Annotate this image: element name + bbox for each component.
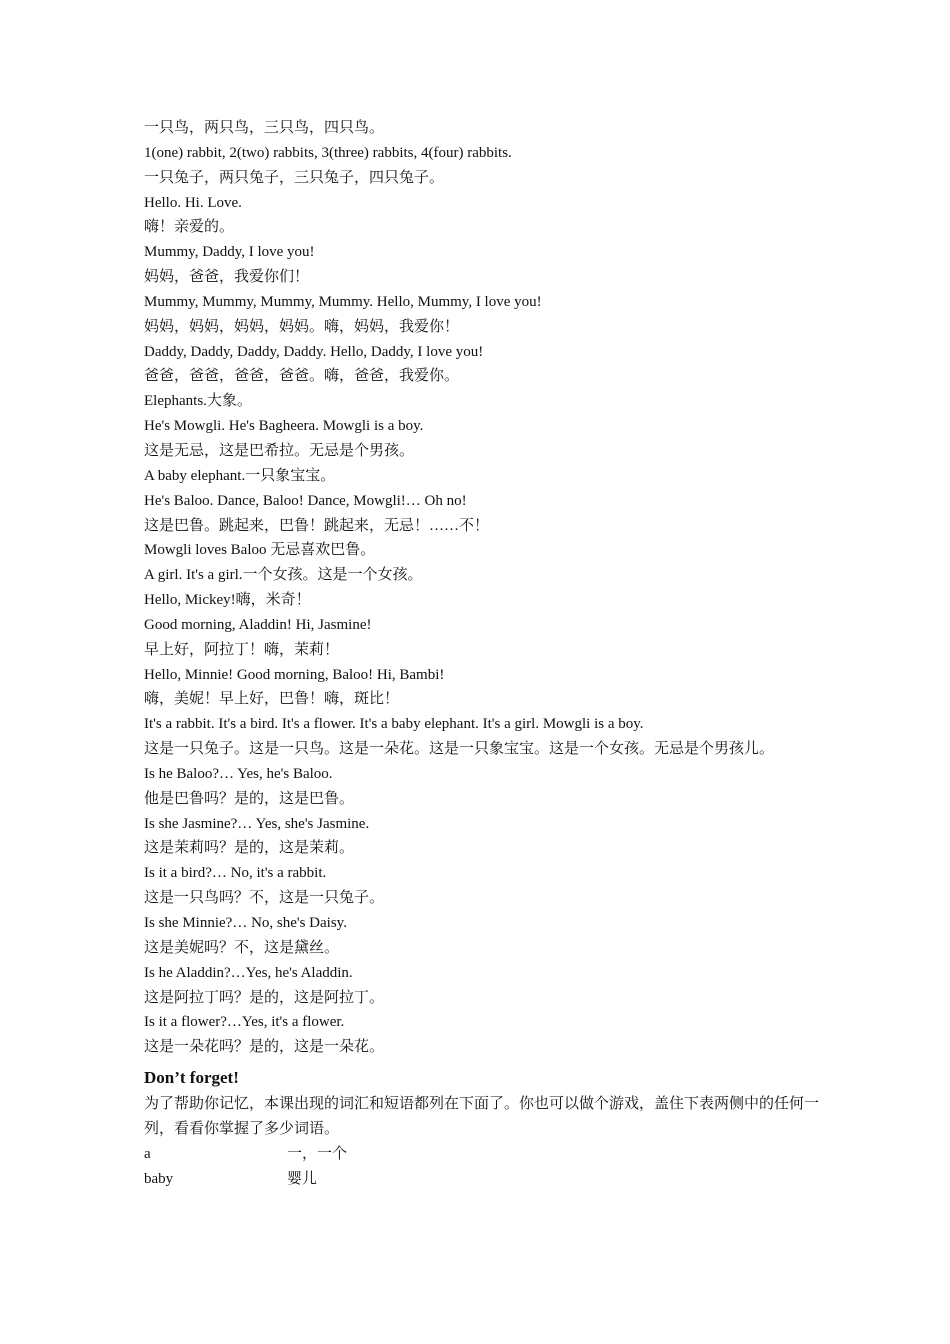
text-line: Is it a bird?… No, it's a rabbit. bbox=[144, 865, 327, 882]
text-line: Hello. Hi. Love. bbox=[144, 194, 242, 211]
vocab-list bbox=[144, 1142, 824, 1192]
text-line: Daddy, Daddy, Daddy, Daddy. Hello, Daddy, I love you! bbox=[144, 343, 484, 360]
text-line: 这是无忌，这是巴希拉。无忌是个男孩。 bbox=[144, 442, 415, 459]
text-line: Hello, Minnie! Good morning, Baloo! Hi, Bambi! bbox=[144, 666, 445, 683]
text-line: 一只兔子，两只兔子，三只兔子，四只兔子。 bbox=[144, 169, 445, 186]
text-line: 早上好，阿拉丁！嗨，茉莉！ bbox=[144, 641, 340, 658]
section-intro: 为了帮助你记忆，本课出现的词汇和短语都列在下面了。你也可以做个游戏，盖住下表两侧中的任何一列，看看你掌握了多少词语。 bbox=[144, 1096, 820, 1137]
text-line: 这是茉莉吗？是的，这是茉莉。 bbox=[144, 840, 355, 857]
text-line: 这是美妮吗？不，这是黛丝。 bbox=[144, 939, 340, 956]
text-line: Hello, Mickey!嗨，米奇！ bbox=[144, 592, 311, 609]
text-line: 1(one) rabbit, 2(two) rabbits, 3(three) rabbits, 4(four) rabbits. bbox=[144, 144, 512, 161]
text-line: Is she Minnie?… No, she's Daisy. bbox=[144, 915, 347, 931]
text-line: 妈妈，爸爸，我爱你们！ bbox=[144, 269, 310, 286]
text-line: 爸爸，爸爸，爸爸，爸爸。嗨，爸爸，我爱你。 bbox=[144, 368, 460, 385]
text-line: 这是一朵花吗？是的，这是一朵花。 bbox=[144, 1039, 385, 1056]
text-lines bbox=[144, 116, 824, 1060]
text-line: Elephants.大象。 bbox=[144, 393, 252, 410]
vocab-meaning: 一，一个 bbox=[287, 1145, 348, 1162]
text-line: A baby elephant.一只象宝宝。 bbox=[144, 467, 336, 484]
text-line: 嗨！亲爱的。 bbox=[144, 219, 235, 236]
vocab-word: baby bbox=[144, 1170, 174, 1187]
vocab-word: a bbox=[144, 1145, 151, 1162]
text-line: 这是阿拉丁吗？是的，这是阿拉丁。 bbox=[144, 989, 385, 1006]
text-line: He's Baloo. Dance, Baloo! Dance, Mowgli!… Oh no! bbox=[144, 492, 467, 509]
vocab-meaning: 婴儿 bbox=[287, 1170, 318, 1187]
text-line: 他是巴鲁吗？是的，这是巴鲁。 bbox=[144, 790, 355, 807]
document-page bbox=[144, 116, 824, 1191]
section-heading: Don’t forget! bbox=[144, 1068, 239, 1088]
text-line: 一只鸟，两只鸟，三只鸟，四只鸟。 bbox=[144, 120, 385, 136]
vocab-row bbox=[144, 1142, 824, 1167]
text-line: 这是一只兔子。这是一只鸟。这是一朵花。这是一只象宝宝。这是一个女孩。无忌是个男孩儿。 bbox=[144, 741, 775, 758]
text-line: Is he Baloo?… Yes, he's Baloo. bbox=[144, 765, 333, 782]
text-line: He's Mowgli. He's Bagheera. Mowgli is a boy. bbox=[144, 418, 424, 435]
vocab-row bbox=[144, 1167, 824, 1192]
text-line: Mummy, Mummy, Mummy, Mummy. Hello, Mummy, I love you! bbox=[144, 293, 542, 310]
text-line: 这是一只鸟吗？不，这是一只兔子。 bbox=[144, 890, 385, 907]
text-line: Mummy, Daddy, I love you! bbox=[144, 244, 315, 261]
text-line: A girl. It's a girl.一个女孩。这是一个女孩。 bbox=[144, 567, 423, 584]
text-line: 嗨，美妮！早上好，巴鲁！嗨，斑比！ bbox=[144, 691, 400, 708]
text-line: Mowgli loves Baloo 无忌喜欢巴鲁。 bbox=[144, 542, 376, 559]
text-line: Is he Aladdin?…Yes, he's Aladdin. bbox=[144, 964, 353, 981]
text-line: Is she Jasmine?… Yes, she's Jasmine. bbox=[144, 815, 370, 832]
text-line: 这是巴鲁。跳起来，巴鲁！跳起来，无忌！……不！ bbox=[144, 517, 490, 534]
text-line: It's a rabbit. It's a bird. It's a flower. It's a baby elephant. It's a girl. Mowgli is a boy. bbox=[144, 716, 644, 733]
text-line: Is it a flower?…Yes, it's a flower. bbox=[144, 1014, 345, 1031]
text-line: 妈妈，妈妈，妈妈，妈妈。嗨，妈妈，我爱你！ bbox=[144, 318, 460, 335]
text-line: Good morning, Aladdin! Hi, Jasmine! bbox=[144, 616, 372, 633]
